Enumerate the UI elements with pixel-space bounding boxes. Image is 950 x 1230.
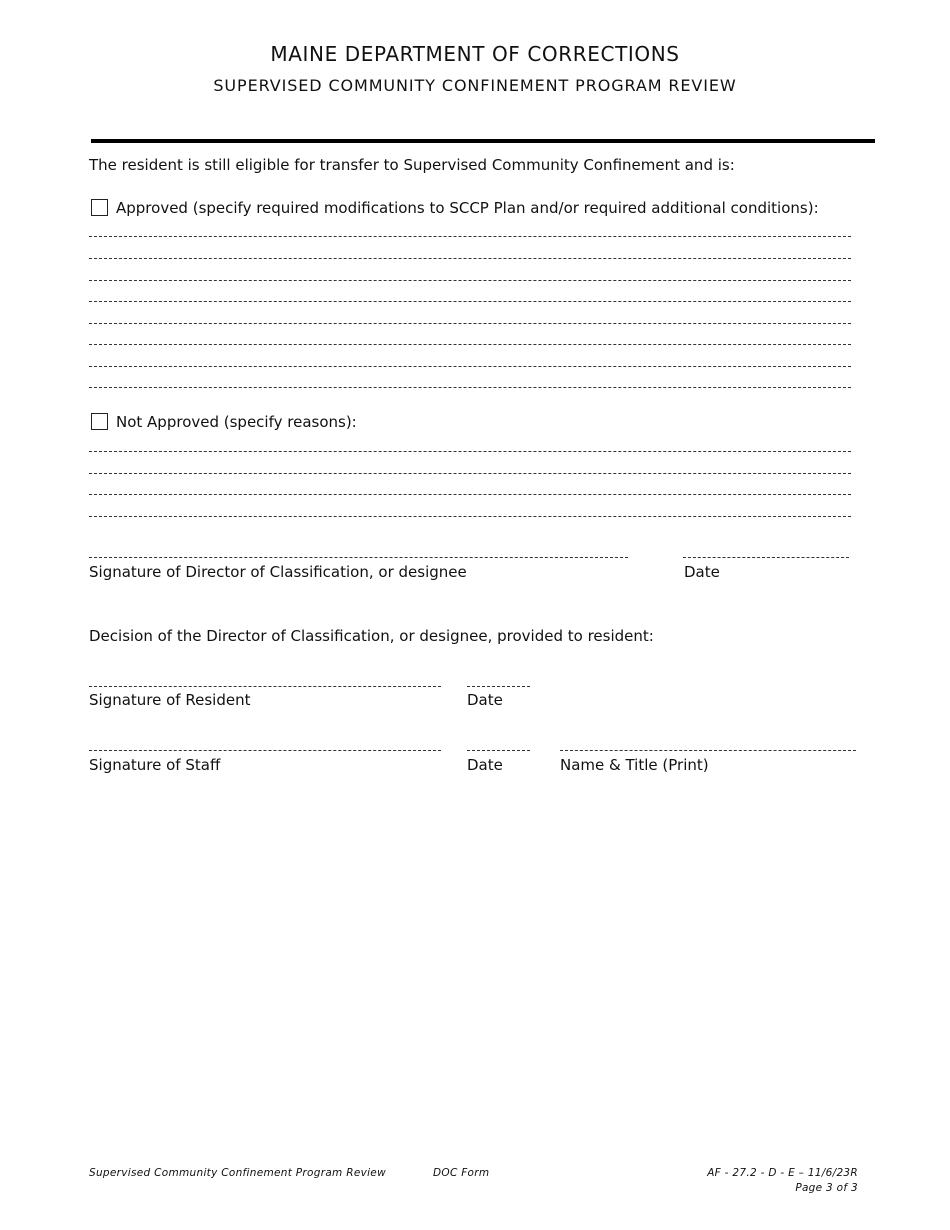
staff-name-title-label: Name & Title (Print): [560, 756, 709, 774]
footer-page-number: Page 3 of 3: [795, 1182, 858, 1194]
not-approved-reason-line-3[interactable]: [89, 494, 851, 495]
director-date-label: Date: [684, 563, 720, 581]
not-approved-reason-line-1[interactable]: [89, 451, 851, 452]
resident-date-label: Date: [467, 691, 503, 709]
staff-name-title-line[interactable]: [560, 750, 856, 751]
approved-reason-line-1[interactable]: [89, 236, 851, 237]
page-title: MAINE DEPARTMENT OF CORRECTIONS: [270, 42, 680, 66]
page-subtitle: SUPERVISED COMMUNITY CONFINEMENT PROGRAM REVIEW: [213, 76, 737, 95]
resident-date-line[interactable]: [467, 686, 530, 687]
approved-reason-line-3[interactable]: [89, 280, 851, 281]
footer-form-code: AF - 27.2 - D - E – 11/6/23R: [707, 1167, 858, 1179]
not-approved-label: Not Approved (specify reasons):: [116, 413, 357, 431]
not-approved-reason-line-4[interactable]: [89, 516, 851, 517]
director-date-line[interactable]: [683, 557, 849, 558]
approved-reason-line-2[interactable]: [89, 258, 851, 259]
director-signature-line[interactable]: [89, 557, 628, 558]
approved-reason-line-6[interactable]: [89, 344, 851, 345]
not-approved-checkbox[interactable]: [91, 413, 108, 430]
approved-reason-line-7[interactable]: [89, 366, 851, 367]
approved-reason-line-5[interactable]: [89, 323, 851, 324]
footer-form-type: DOC Form: [433, 1167, 490, 1179]
approved-label: Approved (specify required modifications to SCCP Plan and/or required additional conditions):: [116, 199, 819, 217]
header-divider: [91, 139, 875, 143]
staff-date-line[interactable]: [467, 750, 530, 751]
staff-signature-line[interactable]: [89, 750, 441, 751]
staff-signature-label: Signature of Staff: [89, 756, 221, 774]
decision-text: Decision of the Director of Classification, or designee, provided to resident:: [89, 627, 654, 645]
approved-reason-line-4[interactable]: [89, 301, 851, 302]
resident-signature-label: Signature of Resident: [89, 691, 251, 709]
footer-form-name: Supervised Community Confinement Program Review: [89, 1167, 386, 1179]
not-approved-reason-line-2[interactable]: [89, 473, 851, 474]
intro-text: The resident is still eligible for transfer to Supervised Community Confinement and is:: [89, 156, 735, 174]
approved-checkbox[interactable]: [91, 199, 108, 216]
director-signature-label: Signature of Director of Classification, or designee: [89, 563, 467, 581]
resident-signature-line[interactable]: [89, 686, 441, 687]
approved-reason-line-8[interactable]: [89, 387, 851, 388]
staff-date-label: Date: [467, 756, 503, 774]
